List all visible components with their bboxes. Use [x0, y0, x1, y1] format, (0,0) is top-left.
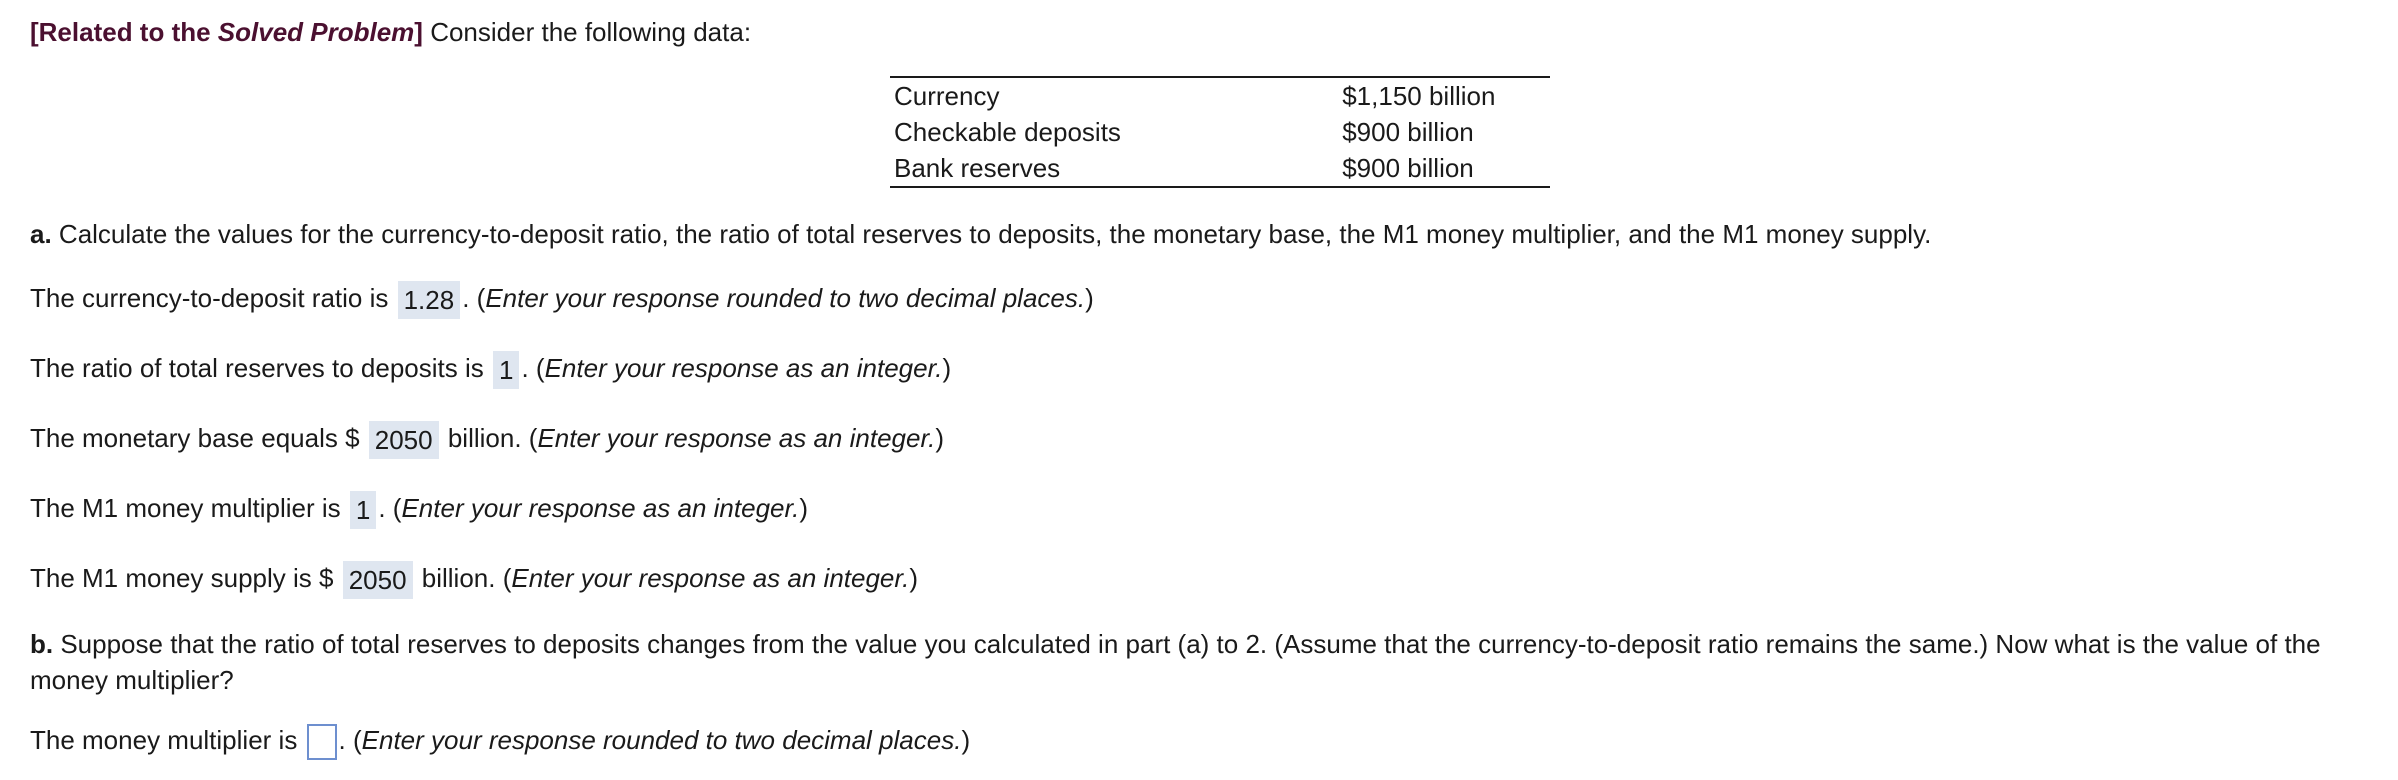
hint-text: Enter your response as an integer.: [537, 423, 936, 453]
question-m1-supply: The M1 money supply is $ 2050 billion. (Enter your response as an integer.): [30, 560, 918, 599]
part-b-prompt: [30, 626, 2370, 698]
table-cell-label: Checkable deposits: [894, 117, 1121, 147]
question-reserve-deposit-ratio: The ratio of total reserves to deposits is 1 . (Enter your response as an integer.): [30, 350, 951, 389]
table-cell-label: Bank reserves: [894, 153, 1061, 183]
part-b-letter: b.: [30, 629, 54, 659]
part-a-letter: a.: [30, 219, 52, 249]
answer-m1-supply[interactable]: 2050: [343, 561, 413, 599]
question-new-multiplier: The money multiplier is . (Enter your response rounded to two decimal places.): [30, 722, 970, 760]
hint-text: Enter your response rounded to two decimal places.: [485, 283, 1086, 313]
hint-text: Enter your response as an integer.: [544, 353, 943, 383]
answer-reserve-deposit-ratio[interactable]: 1: [493, 351, 519, 389]
table-row: [890, 77, 1550, 114]
related-link[interactable]: [Related to the Solved Problem]: [30, 17, 423, 47]
answer-currency-deposit-ratio[interactable]: 1.28: [398, 281, 461, 319]
question-currency-deposit-ratio: The currency-to-deposit ratio is 1.28 . (Enter your response rounded to two decimal places.): [30, 280, 1094, 319]
question-m1-multiplier: The M1 money multiplier is 1 . (Enter your response as an integer.): [30, 490, 808, 529]
data-table: [890, 76, 1550, 188]
table-row: [890, 150, 1550, 187]
hint-text: Enter your response as an integer.: [401, 493, 800, 523]
answer-input-new-multiplier[interactable]: [307, 724, 337, 760]
answer-monetary-base[interactable]: 2050: [369, 421, 439, 459]
table-cell-value: $900 billion: [1342, 153, 1474, 183]
hint-text: Enter your response rounded to two decimal places.: [361, 725, 962, 755]
question-monetary-base: The monetary base equals $ 2050 billion. (Enter your response as an integer.): [30, 420, 944, 459]
intro-text: Consider the following data:: [422, 17, 752, 47]
table-cell-value: $900 billion: [1342, 117, 1474, 147]
intro-line: [30, 14, 751, 50]
part-b-text: Suppose that the ratio of total reserves to deposits changes from the value you calculated in part (a) to 2. (Assume that the currency-to-deposit ratio remains the same.) Now what is the value of the money multiplier?: [30, 629, 2321, 695]
table-row: [890, 114, 1550, 150]
part-a-text: Calculate the values for the currency-to-deposit ratio, the ratio of total reserves to deposits, the monetary base, the M1 money multiplier, and the M1 money supply.: [51, 219, 1932, 249]
table-cell-value: $1,150 billion: [1342, 81, 1496, 111]
table-cell-label: Currency: [894, 81, 1000, 111]
hint-text: Enter your response as an integer.: [511, 563, 910, 593]
part-a-prompt: [30, 216, 1931, 252]
answer-m1-multiplier[interactable]: 1: [350, 491, 376, 529]
